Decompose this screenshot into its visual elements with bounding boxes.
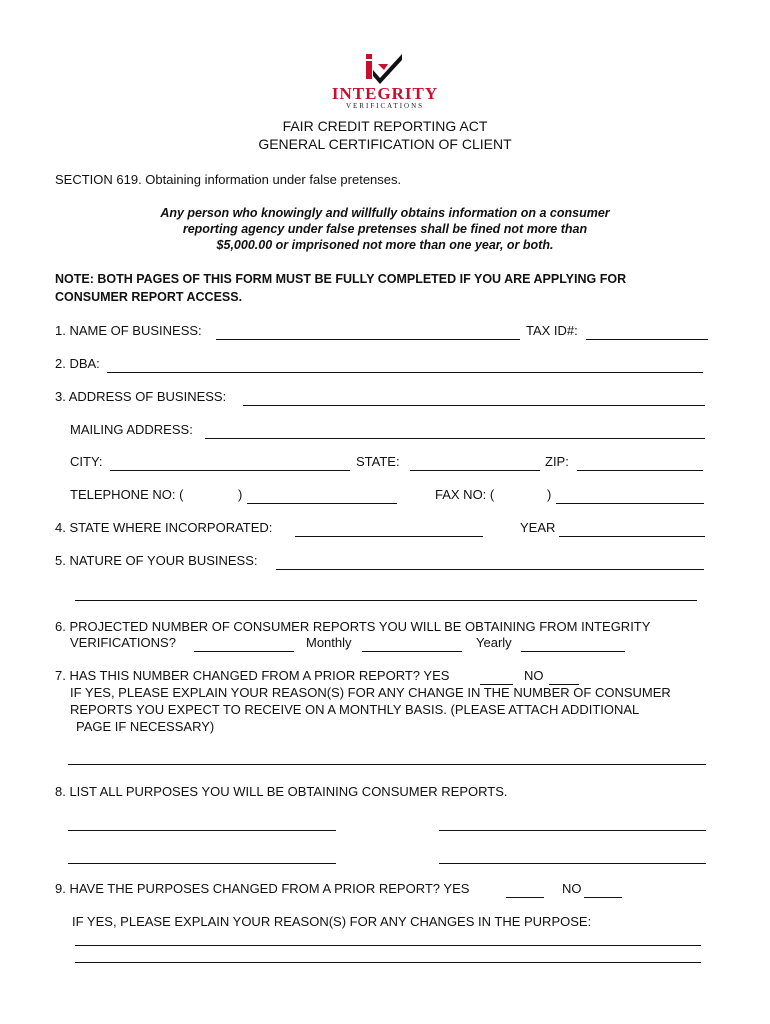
tax-id-field[interactable] <box>586 339 708 340</box>
purpose-field-3[interactable] <box>68 863 336 864</box>
page-title: FAIR CREDIT REPORTING ACT <box>282 118 488 134</box>
logo-wordmark: INTEGRITY <box>331 84 439 103</box>
nature-of-business-label: 5. NATURE OF YOUR BUSINESS: <box>55 553 258 568</box>
section-619: SECTION 619. Obtaining information under false pretenses. <box>55 172 402 187</box>
q9-no-field[interactable] <box>584 897 622 898</box>
warning-line: Any person who knowingly and willfully obtains information on a consumer <box>160 206 610 220</box>
q9-line2: IF YES, PLEASE EXPLAIN YOUR REASON(S) FOR ANY CHANGES IN THE PURPOSE: <box>72 914 592 929</box>
fax-label: FAX NO: ( <box>435 487 495 502</box>
purpose-field-2[interactable] <box>439 830 706 831</box>
name-of-business-field[interactable] <box>216 339 520 340</box>
q9-yes-field[interactable] <box>506 897 544 898</box>
dba-label: 2. DBA: <box>55 356 100 371</box>
year-field[interactable] <box>559 536 705 537</box>
mailing-address-field[interactable] <box>205 438 705 439</box>
q6-line1: 6. PROJECTED NUMBER OF CONSUMER REPORTS YOU WILL BE OBTAINING FROM INTEGRITY <box>55 619 651 634</box>
q7-line4: PAGE IF NECESSARY) <box>76 719 215 734</box>
q9-no-label: NO <box>562 881 582 896</box>
page-subtitle: GENERAL CERTIFICATION OF CLIENT <box>258 136 512 152</box>
address-label: 3. ADDRESS OF BUSINESS: <box>55 389 227 404</box>
q6-field[interactable] <box>194 651 294 652</box>
tax-id-label: TAX ID#: <box>526 323 578 338</box>
year-label: YEAR <box>520 520 556 535</box>
zip-field[interactable] <box>577 470 703 471</box>
company-logo <box>318 48 452 108</box>
nature-of-business-field-2[interactable] <box>75 600 697 601</box>
yearly-label: Yearly <box>476 635 512 650</box>
zip-label: ZIP: <box>545 454 569 469</box>
checkmark-logo-icon <box>318 48 452 86</box>
warning-line: $5,000.00 or imprisoned not more than one year, or both. <box>216 238 554 252</box>
q9-explain-field-1[interactable] <box>75 945 701 946</box>
yearly-field[interactable] <box>521 651 625 652</box>
q7-line2: IF YES, PLEASE EXPLAIN YOUR REASON(S) FOR ANY CHANGE IN THE NUMBER OF CONSUMER <box>70 685 671 700</box>
q7-line3: REPORTS YOU EXPECT TO RECEIVE ON A MONTHLY BASIS. (PLEASE ATTACH ADDITIONAL <box>70 702 640 717</box>
nature-of-business-field[interactable] <box>276 569 704 570</box>
dba-field[interactable] <box>107 372 703 373</box>
q7-no-label: NO <box>524 668 544 683</box>
mailing-address-label: MAILING ADDRESS: <box>70 422 193 437</box>
warning-line: reporting agency under false pretenses shall be fined not more than <box>182 222 588 236</box>
name-of-business-label: 1. NAME OF BUSINESS: <box>55 323 202 338</box>
state-field[interactable] <box>410 470 540 471</box>
telephone-field[interactable] <box>247 503 397 504</box>
logo-subtitle: VERIFICATIONS <box>345 102 425 110</box>
telephone-paren: ) <box>238 487 243 502</box>
q8-label: 8. LIST ALL PURPOSES YOU WILL BE OBTAINING CONSUMER REPORTS. <box>55 784 508 799</box>
state-incorporated-field[interactable] <box>295 536 483 537</box>
q9-line1: 9. HAVE THE PURPOSES CHANGED FROM A PRIOR REPORT? YES <box>55 881 470 896</box>
purpose-field-1[interactable] <box>68 830 336 831</box>
purpose-field-4[interactable] <box>439 863 706 864</box>
city-field[interactable] <box>110 470 350 471</box>
state-incorporated-label: 4. STATE WHERE INCORPORATED: <box>55 520 273 535</box>
fax-paren: ) <box>547 487 552 502</box>
q7-explain-field[interactable] <box>68 764 706 765</box>
telephone-label: TELEPHONE NO: ( <box>70 487 184 502</box>
monthly-field[interactable] <box>362 651 462 652</box>
monthly-label: Monthly <box>306 635 352 650</box>
address-field[interactable] <box>243 405 705 406</box>
fax-field[interactable] <box>556 503 704 504</box>
q6-line2: VERIFICATIONS? <box>70 635 176 650</box>
q9-explain-field-2[interactable] <box>75 962 701 963</box>
note-line: NOTE: BOTH PAGES OF THIS FORM MUST BE FULLY COMPLETED IF YOU ARE APPLYING FOR <box>55 272 627 286</box>
city-label: CITY: <box>70 454 103 469</box>
state-label: STATE: <box>356 454 400 469</box>
q7-line1: 7. HAS THIS NUMBER CHANGED FROM A PRIOR REPORT? YES <box>55 668 450 683</box>
note-line: CONSUMER REPORT ACCESS. <box>55 290 243 304</box>
